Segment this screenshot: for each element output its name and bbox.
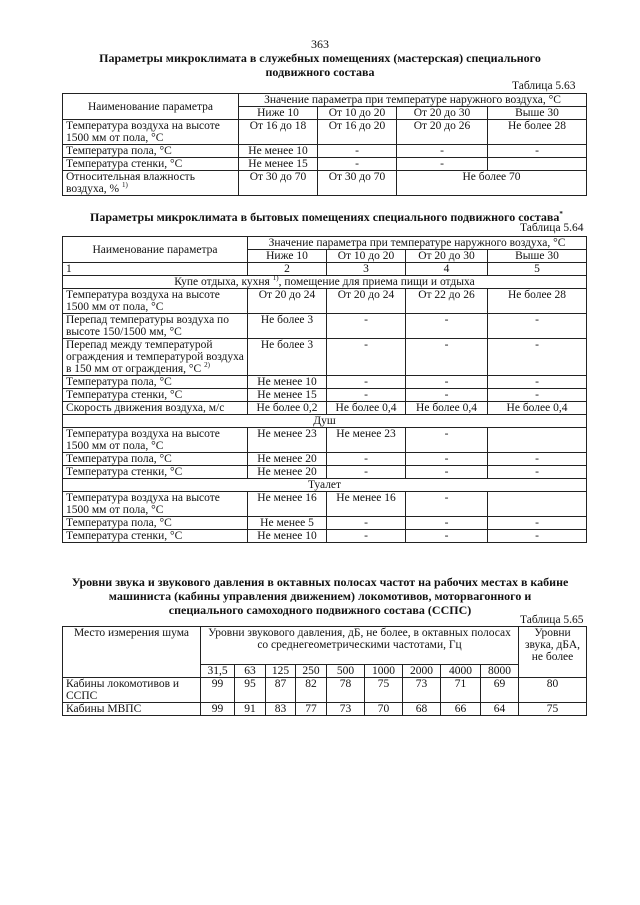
frequency-header: 500 — [327, 665, 365, 678]
cell: - — [488, 389, 587, 402]
table-row — [63, 402, 587, 415]
table-row — [63, 678, 587, 703]
frequency-header: 125 — [266, 665, 296, 678]
header-range: От 10 до 20 — [318, 107, 397, 120]
cell: - — [488, 517, 587, 530]
parameter-name: Перепад температуры воздуха по высоте 150/1500 мм, °С — [63, 314, 248, 339]
cell: Не более 3 — [248, 314, 327, 339]
cell: - — [327, 376, 406, 389]
column-number: 4 — [406, 263, 488, 276]
table-5-64 — [62, 236, 587, 543]
table-row — [63, 517, 587, 530]
place-name: Кабины локомотивов и ССПС — [63, 678, 201, 703]
cell: 87 — [266, 678, 296, 703]
cell: - — [327, 339, 406, 376]
table-row — [63, 158, 587, 171]
cell: 99 — [201, 678, 235, 703]
cell: 64 — [481, 703, 519, 716]
cell: Не менее 15 — [239, 158, 318, 171]
cell: - — [406, 453, 488, 466]
section-header-toilet: Туалет — [63, 479, 587, 492]
table-row — [63, 389, 587, 402]
cell: Не более 70 — [397, 171, 587, 196]
cell: Не более 28 — [488, 289, 587, 314]
cell: Не менее 20 — [248, 466, 327, 479]
header-sound-pressure: Уровни звукового давления, дБ, не более, в октавных полосах со среднегеометрическими частотами, Гц — [201, 627, 519, 665]
cell: Не менее 23 — [248, 428, 327, 453]
cell: - — [327, 453, 406, 466]
header-parameter-name: Наименование параметра — [63, 237, 248, 263]
cell: - — [406, 530, 488, 543]
cell: Не менее 10 — [248, 376, 327, 389]
frequency-header: 4000 — [441, 665, 481, 678]
place-name: Кабины МВПС — [63, 703, 201, 716]
cell: - — [406, 517, 488, 530]
header-sound-level: Уровни звука, дБА, не более — [519, 627, 587, 678]
cell: 83 — [266, 703, 296, 716]
cell: Не менее 5 — [248, 517, 327, 530]
column-number: 2 — [248, 263, 327, 276]
cell: 73 — [327, 703, 365, 716]
cell: - — [327, 517, 406, 530]
cell: - — [406, 428, 488, 453]
header-range: Выше 30 — [488, 250, 587, 263]
cell — [488, 158, 587, 171]
parameter-name: Температура стенки, °С — [63, 530, 248, 543]
cell: Не менее 16 — [327, 492, 406, 517]
cell: - — [327, 389, 406, 402]
cell: От 16 до 18 — [239, 120, 318, 145]
header-parameter-value: Значение параметра при температуре наружного воздуха, °С — [239, 94, 587, 107]
cell: Не более 0,4 — [406, 402, 488, 415]
header-range: Ниже 10 — [239, 107, 318, 120]
cell — [488, 428, 587, 453]
parameter-name: Температура пола, °С — [63, 376, 248, 389]
cell: 70 — [365, 703, 403, 716]
cell: От 30 до 70 — [318, 171, 397, 196]
parameter-name: Температура воздуха на высоте 1500 мм от пола, °С — [63, 289, 248, 314]
cell: - — [406, 466, 488, 479]
parameter-name: Температура воздуха на высоте 1500 мм от пола, °С — [63, 120, 239, 145]
cell: - — [327, 466, 406, 479]
parameter-name: Температура воздуха на высоте 1500 мм от пола, °С — [63, 428, 248, 453]
section-header-kupe: Купе отдыха, кухня $^{1)}$, помещение для приема пищи и отдыха — [63, 276, 587, 289]
frequency-header: 2000 — [403, 665, 441, 678]
cell: От 20 до 24 — [327, 289, 406, 314]
parameter-name: Температура воздуха на высоте 1500 мм от пола, °С — [63, 492, 248, 517]
cell: 78 — [327, 678, 365, 703]
cell: Не менее 23 — [327, 428, 406, 453]
cell: 66 — [441, 703, 481, 716]
cell: 71 — [441, 678, 481, 703]
table-5-64-label: Таблица 5.64 — [520, 222, 584, 234]
cell: От 30 до 70 — [239, 171, 318, 196]
cell: - — [327, 314, 406, 339]
cell: 73 — [403, 678, 441, 703]
cell: - — [488, 339, 587, 376]
table-row — [63, 466, 587, 479]
column-number: 1 — [63, 263, 248, 276]
column-numbers-row — [63, 263, 587, 276]
table-row — [63, 289, 587, 314]
cell: - — [406, 314, 488, 339]
header-place: Место измерения шума — [63, 627, 201, 678]
header-range: Ниже 10 — [248, 250, 327, 263]
parameter-name: Температура стенки, °С — [63, 389, 248, 402]
cell: - — [406, 339, 488, 376]
cell: 69 — [481, 678, 519, 703]
cell: - — [318, 145, 397, 158]
table-5-63-label: Таблица 5.63 — [512, 80, 576, 92]
cell: - — [397, 145, 488, 158]
cell: Не менее 20 — [248, 453, 327, 466]
table-row — [63, 145, 587, 158]
table-row — [63, 453, 587, 466]
table-row — [63, 120, 587, 145]
table-row — [63, 314, 587, 339]
frequency-header: 8000 — [481, 665, 519, 678]
header-range: От 10 до 20 — [327, 250, 406, 263]
table-5-65-title: Уровни звука и звукового давления в октавных полосах частот на рабочих местах в кабине машиниста (кабины управления движением) локомотивов, моторвагонного и специального самоходного подвижного состава (ССПС) — [71, 575, 569, 617]
cell: - — [488, 314, 587, 339]
parameter-name: Скорость движения воздуха, м/с — [63, 402, 248, 415]
cell: - — [488, 530, 587, 543]
table-row — [63, 376, 587, 389]
cell: - — [488, 376, 587, 389]
cell: - — [406, 376, 488, 389]
cell: 80 — [519, 678, 587, 703]
cell: - — [488, 466, 587, 479]
cell: 68 — [403, 703, 441, 716]
table-5-65 — [62, 626, 587, 716]
table-5-63-title: Параметры микроклимата в служебных помещениях (мастерская) специального подвижного состава — [99, 51, 541, 79]
cell: Не менее 15 — [248, 389, 327, 402]
header-range: От 20 до 30 — [406, 250, 488, 263]
cell: - — [406, 389, 488, 402]
header-range: Выше 30 — [488, 107, 587, 120]
frequency-header: 250 — [296, 665, 327, 678]
parameter-name: Перепад между температурой ограждения и температурой воздуха в 150 мм от ограждения, °С $^{2)}$ — [63, 339, 248, 376]
parameter-name: Температура пола, °С — [63, 145, 239, 158]
frequency-header: 31,5 — [201, 665, 235, 678]
parameter-name: Температура стенки, °С — [63, 466, 248, 479]
cell: От 20 до 24 — [248, 289, 327, 314]
table-row — [63, 428, 587, 453]
cell: - — [327, 530, 406, 543]
parameter-name: Температура пола, °С — [63, 517, 248, 530]
column-number: 3 — [327, 263, 406, 276]
cell: Не более 3 — [248, 339, 327, 376]
cell: 99 — [201, 703, 235, 716]
table-5-63 — [62, 93, 587, 196]
cell: - — [406, 492, 488, 517]
table-row — [63, 492, 587, 517]
cell: Не менее 10 — [239, 145, 318, 158]
cell: От 22 до 26 — [406, 289, 488, 314]
cell: 82 — [296, 678, 327, 703]
table-row — [63, 703, 587, 716]
table-row — [63, 530, 587, 543]
cell — [488, 492, 587, 517]
header-range: От 20 до 30 — [397, 107, 488, 120]
page-number: 363 — [311, 37, 329, 51]
parameter-name: Относительная влажность воздуха, % $^{1)}$ — [63, 171, 239, 196]
column-number: 5 — [488, 263, 587, 276]
table-row — [63, 339, 587, 376]
cell: - — [488, 145, 587, 158]
cell: Не более 28 — [488, 120, 587, 145]
table-5-64-title: Параметры микроклимата в бытовых помещениях специального подвижного состава* — [90, 210, 563, 224]
table-row — [63, 171, 587, 196]
cell: 77 — [296, 703, 327, 716]
cell: 91 — [235, 703, 266, 716]
cell: - — [318, 158, 397, 171]
header-parameter-value: Значение параметра при температуре наружного воздуха, °С — [248, 237, 587, 250]
cell: Не более 0,4 — [327, 402, 406, 415]
cell: От 16 до 20 — [318, 120, 397, 145]
cell: - — [397, 158, 488, 171]
frequency-header: 63 — [235, 665, 266, 678]
cell: Не менее 10 — [248, 530, 327, 543]
cell: - — [488, 453, 587, 466]
section-header-shower: Душ — [63, 415, 587, 428]
cell: 75 — [365, 678, 403, 703]
cell: Не более 0,4 — [488, 402, 587, 415]
parameter-name: Температура стенки, °С — [63, 158, 239, 171]
cell: Не менее 16 — [248, 492, 327, 517]
table-5-65-label: Таблица 5.65 — [520, 614, 584, 626]
header-parameter-name: Наименование параметра — [63, 94, 239, 120]
frequency-header: 1000 — [365, 665, 403, 678]
cell: Не более 0,2 — [248, 402, 327, 415]
parameter-name: Температура пола, °С — [63, 453, 248, 466]
cell: От 20 до 26 — [397, 120, 488, 145]
cell: 75 — [519, 703, 587, 716]
cell: 95 — [235, 678, 266, 703]
